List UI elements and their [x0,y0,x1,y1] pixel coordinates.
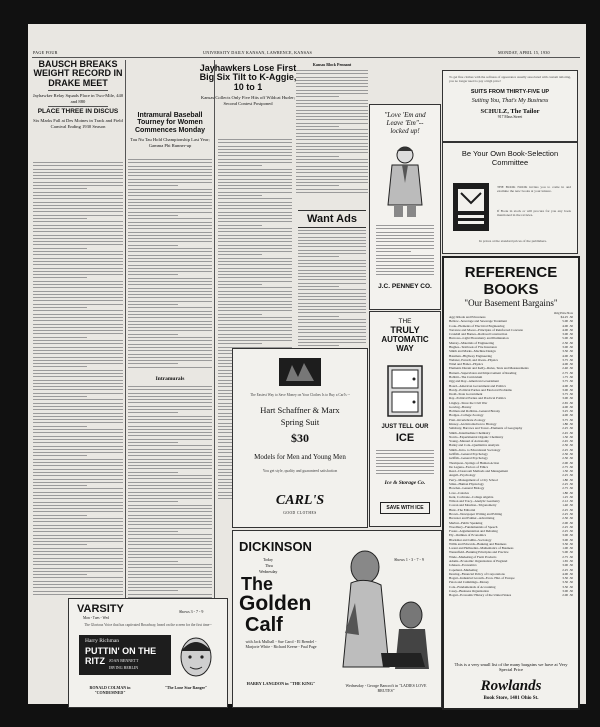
book-price: 2.12 .50 [562,499,573,504]
book-title: Burnett--Supervision and Improvement of Reading [449,370,517,375]
column-rule [214,60,215,600]
page-number: PAGE FOUR [33,50,58,55]
book-title: Murray--Materials of Engineering [449,340,495,345]
intramurals-label: Intramurals [155,376,185,382]
book-price: 1.65 .50 [562,559,573,564]
ice-line4: WAY [396,344,414,353]
varsity-costar: JOAN BENNETT [109,658,139,663]
book-price: 4.00 .50 [562,404,573,409]
book-title: Hodges--College Zoology [449,413,484,418]
book-title: Bogart--Industrial Growth--Econ. Hist. of Europe [449,576,515,581]
book-title: Holman and Robbins--General Botany [449,409,500,414]
hart-schaffner-logo [278,357,322,387]
book-title: Hunt--The Editorial [449,507,476,512]
book-nook-footer: In prices at the standard prices of the publishers. [479,239,547,243]
book-price: 1.80 .50 [562,477,573,482]
book-price: 4.00 .50 [562,323,573,328]
book-title: Smith and Marks--Machine Design [449,349,496,354]
penney-line1: "Love 'Em and [384,111,426,119]
penney-ad [369,104,441,310]
want-ads-text [298,230,366,349]
book-price: 2.25 .50 [562,447,573,452]
book-title: Adams--Economic Organization of England [449,559,508,564]
book-price: 3.50 .50 [562,576,573,581]
varsity-shows: Shows 3 - 7 - 9 [179,609,204,614]
book-nook-body2: If Book in stock or will procure for you any book mentioned in the reviews. [497,209,571,218]
book-price: 2.25 .50 [562,473,573,478]
dickinson-when1: Today [263,557,273,562]
book-title: Ray--Political Parties and Practical Politics [449,396,506,401]
book-price: 2.25 .50 [562,481,573,486]
book-title: Brown--Newspaper Writing and Editing [449,511,503,516]
penney-line3: locked up! [390,127,420,135]
book-title: Hughes--Textbook of Fire Insurance [449,344,498,349]
book-title: Webster, Purcell, and Owen--Physics [449,357,498,362]
book-price: 2.50 .50 [562,452,573,456]
reference-books-ad [442,256,580,710]
book-price: 2.45 .50 [562,439,573,444]
book-title: Cole--Fundamentals of Accounting [449,584,496,589]
book-price: 3.00 .50 [562,344,573,349]
book-price: 2.65 .50 [562,400,573,405]
hart-price: $30 [291,431,309,445]
varsity-ad [68,598,228,708]
book-title: Elements Durant and Kelly--Rules, Tests and Measurements [449,366,529,371]
book-title: Reed--Classroom Methods and Management [449,469,509,474]
bausch-subhead: PLACE THREE IN DISCUS [37,108,119,116]
book-price: 4.00 .50 [562,413,573,418]
hart-brand: Hart Schaffner & Marx [260,405,340,415]
bausch-deck: Jayhawker Relay Squads Place in Two-Mile, 440 and 880 [32,93,124,104]
varsity-theater: VARSITY [77,603,124,615]
bausch-headline: BAUSCH BREAKS WEIGHT RECORD IN DRAKE MEET [33,59,123,88]
carls-store-sub: GOOD CLOTHES [283,511,317,515]
bausch-story [32,60,124,129]
book-title: Crandall and Barnes--Railroad Construction [449,332,508,337]
book-price: 3.50 .50 [562,580,573,585]
book-title: Blackmar and Gillin--Sociology [449,537,492,542]
bausch-deck2: Six Marks Fall at Des Moines in Track and Field Carnival Ending 1930 Season [33,118,123,129]
book-title: Ogg and Ray--American Government [449,379,499,384]
book-price: 5.00 .50 [562,319,573,324]
book-title: Perry--Management of a City School [449,477,498,482]
book-title: Griffith--General Psychology [449,456,488,461]
book-title: Woodbury--Fundamentals of Speech [449,524,498,529]
hart-lead: The Easiest Way to Save Money on Your Clothes Is to Buy a Carl's -- [250,393,350,397]
book-title: Thompson--Springs of Human Action [449,460,500,465]
book-title: De Laguna--Factors of Ethics [449,464,489,469]
man-in-suit-illustration [380,143,430,218]
golden-calf-illustration [325,543,437,675]
book-price: 3.00 .50 [562,387,573,392]
schulz-headline: SUITS FROM THIRTY-FIVE UP [470,89,550,96]
book-price: 2.75 .50 [562,486,573,491]
star-portrait-illustration [173,635,219,679]
book-title: Copeland--Marketing [449,567,478,572]
divider [48,90,108,91]
book-title: Kinsey--An Introduction to Biology [449,422,497,427]
book-price: 2.00 .50 [562,460,573,465]
book-price: 1.75 .50 [562,374,573,379]
issue-date: MONDAY, APRIL 15, 1930 [498,50,550,55]
book-price: 4.00 .50 [562,362,573,367]
schulz-address: 917 Mass Street [497,115,523,120]
book-price: 4.00 .50 [562,353,573,358]
ice-line1: THE [398,318,412,325]
want-ads-header: Want Ads [298,210,366,228]
varsity-film: PUTTIN' ON THE RITZ [85,646,157,666]
book-price: 1.40 .50 [562,503,573,508]
column-rule [125,60,126,600]
book-title: Burrows--Light Photometry and Illumination [449,336,509,341]
book-title: Westerfield--Banking Principles and Practice [449,550,509,555]
hart-product: Spring Suit [280,417,320,427]
film-title-golden: Golden [239,592,312,615]
book-price: 3.00 .50 [562,589,573,593]
schulz-ad [442,70,578,142]
dickinson-shows: Shows 1 - 3 - 7 - 9 [394,557,424,562]
divider [48,106,108,107]
book-title: Kent, Cochrane--College Algebra [449,494,494,499]
book-price: 3.00 .50 [562,537,573,542]
book-price: 2.50 .50 [562,443,573,448]
book-title: Bobbitt--The Curriculum [449,374,483,379]
reference-books-list [449,315,573,598]
book-price: 2.00 .50 [562,593,573,598]
book-title: Gowing--Botany [449,404,472,409]
reference-books-title: REFERENCE BOOKS [464,264,558,298]
jayhawkers-headline: Jayhawkers Lose First Big Six Tilt to K-Aggie, 10 to 1 [199,63,297,92]
book-title: Pratt--Invertebrate Zoology [449,417,486,422]
dickinson-coming: HARRY LANGDON in "THE KING" [246,681,316,686]
book-title: Smith--Intermediate Chemistry [449,430,491,435]
hart-audience: Models for Men and Young Men [254,453,346,461]
schulz-tagline: Suiting You, That's My Business [471,98,549,105]
dickinson-ad [232,530,442,708]
book-title: Lingley--Since the Civil War [449,400,488,405]
penney-brand: J.C. PENNEY CO. [378,283,432,290]
newspaper-page [28,24,586,704]
book-price: 1.00 .50 [562,546,573,551]
book-title: Dodd--State Government [449,392,483,397]
book-title: Agg: Rhoda and Princeness [449,315,486,319]
book-price: 3.50 .50 [562,584,573,589]
varsity-star: Harry Richman [85,638,120,644]
book-title: Marbut--Public Speaking [449,520,483,525]
penney-line2: Leave 'Em"-- [386,119,424,127]
book-price: 1.80 .50 [562,422,573,427]
book-price: 5.00 .50 [562,550,573,555]
hart-guarantee: You get style, quality and guaranteed satisfaction [262,469,338,473]
varsity-composer: IRVING BERLIN [109,665,139,670]
book-title: Wilson and Tracy--Analytic Geometry [449,499,500,504]
book-price: 1.25 .50 [562,494,573,499]
ice-body-text [376,450,434,476]
book-price: 2.25 .50 [562,524,573,529]
book-title: Griffith--General Psychology [449,452,488,456]
book-price: 3.00 .50 [562,396,573,401]
book-title: Howden--General Biology [449,486,485,491]
baseball-body-text [128,159,212,370]
jayhawkers-story [198,64,298,106]
book-price: 2.25 .50 [562,567,573,572]
book-nook-title: Be Your Own Book-Selection Committee [461,149,559,167]
book-title: Young--Manual of Astronomy [449,439,489,444]
book-price: 2.25 .50 [562,426,573,431]
book-title: Casey--Business Organization [449,589,489,593]
book-price: 2.25 .50 [562,507,573,512]
book-title: Johnson--Economics [449,563,477,568]
ice-line6: ICE [395,432,415,444]
ice-company: Ice & Storage Co. [384,480,426,486]
box-score-table [296,70,368,195]
book-price: 3.00 .50 [562,332,573,337]
book-price: 4.00 .50 [562,571,573,576]
book-price: 2.25 .50 [562,529,573,534]
reference-books-subtitle: "Our Basement Bargains" [464,298,558,308]
book-title: Foster--Argumentation and Debating [449,529,498,534]
jayhawkers-deck: Kansas Collects Only Five Hits off Wildcat Hurler; Second Contest Postponed [200,95,296,106]
rowlands-logo: Rowlands [480,678,542,694]
book-price: 3.25 .50 [562,409,573,414]
dickinson-when3: Wednesday [259,569,278,574]
dickinson-theater: DICKINSON [239,539,312,554]
bausch-body-text [33,162,123,597]
book-price: 3.00 .50 [562,533,573,538]
book-title: Wiele--Marketing of Farm Products [449,554,497,559]
header-rule [32,57,580,58]
baseball-headline: Intramural Baseball Tourney for Women Commences Monday [134,112,206,134]
ice-line3: AUTOMATIC [381,335,429,344]
ice-line5: JUST TELL OUR [381,424,429,430]
book-title: Wind and Fisher--Physics [449,362,484,367]
book-nook-ad [442,142,578,254]
book-price: 2.50 .50 [562,516,573,521]
ice-footer: SAVE WITH ICE [380,502,430,514]
book-list-item [449,593,573,597]
book-title: Brewster and Palmer--Advertising [449,516,495,521]
ice-ad [369,311,441,527]
schulz-shop: SCHULZ, The Tailor [480,108,540,116]
book-nook-body: THE BOOK NOOK invites you to come in and examine the new books at your leisure. [497,185,571,194]
book-price: 2.75 .50 [562,370,573,375]
film-title-the: The [241,574,274,594]
ice-line2: TRULY [390,325,420,335]
book-title: Hardy--Political Parties and Electoral Problems [449,387,512,392]
book-title: Ely--Outlines of Economics [449,533,486,538]
varsity-coming2: "The Lone Star Ranger" [164,685,208,690]
book-title: Smith--Intro. to Educational Sociology [449,447,501,452]
hart-schaffner-ad [232,348,368,528]
book-title: Paton and Cummings--Money [449,580,489,585]
book-title: Salisbury, Barrows and Tower--Elements of Geography [449,426,523,431]
book-title: Stiles--Human Physiology [449,481,484,486]
book-title: Dewing--Financial Policy of Corporations [449,571,505,576]
book-emblem-icon [451,181,491,233]
book-price: 1.50 .50 [562,469,573,474]
book-price: 3.75 .50 [562,357,573,362]
book-price: 4.00 .50 [562,383,573,388]
book-price: 2.50 .50 [562,456,573,461]
book-price: 2.40 .50 [562,366,573,371]
box-score-title: Kansas Block Pennant [312,62,352,67]
book-price: 2.45 .50 [562,430,573,435]
varsity-blurb: The Glorious Voice that has captivated Broadway, heard on the screen for the first time-- [84,623,212,627]
book-title: Board--American Government and Politics [449,383,506,388]
varsity-coming1: RONALD COLMAN in "CONDEMNED" [89,685,131,695]
book-price: 1.50 .50 [562,434,573,439]
reference-books-note: This is a very small list of the many bargains we have at Very Special Price [454,662,568,672]
book-price: 2.75 .50 [562,464,573,469]
book-price: $4.25 .50 [560,315,573,319]
book-price: 1.80 .50 [562,490,573,495]
dickinson-when2: Thru [265,563,273,568]
rowlands-address: Book Store, 1401 Ohio St. [483,696,539,701]
book-title: Bogart--Economic History of the United States [449,593,512,598]
book-price: 2.25 .50 [562,511,573,516]
film-title-calf: Calf [245,614,283,636]
baseball-deck: Tau Nu Tau Hold Championship Last Year; Gamma Phi Runner-up [130,137,210,148]
dickinson-cast: with Jack Mulhall - Sue Carol - El Brendel - Marjorie White - Richard Keene - Paul Page [245,639,317,649]
penney-body-text [376,225,434,278]
book-price: 3.75 .50 [562,417,573,422]
book-title: Willis and Edwards--Banking and Business [449,541,507,546]
intramurals-body-text [128,386,212,604]
book-title: Cowan and Moulton--Trigonometry [449,503,497,508]
book-title: Bailey and Cole--Qualitative Analysis [449,443,500,448]
varsity-film-banner [79,635,171,675]
book-price: 5.00 .50 [562,336,573,341]
book-title: Bellow--Sewerage and Sewerage Treatment [449,319,507,324]
dickinson-next: Wednesday - George Bancroft in "LADIES LOVE BRUTES" [345,683,427,693]
schulz-intro: To get fine clothes with the softness of appearance usually associated with custom tailoring, you no longer need to pay a high price! [449,75,571,84]
masthead: UNIVERSITY DAILY KANSAN, LAWRENCE, KANSAS [203,50,313,55]
ice-box-illustration [386,364,424,418]
carls-store: CARL'S [275,493,325,508]
book-price: 4.00 .50 [562,327,573,332]
book-price: 3.50 .50 [562,349,573,354]
book-price: 3.00 .50 [562,563,573,568]
varsity-days: Mon - Tues - Wed [83,616,110,620]
book-title: Bateman--Highway Engineering [449,353,492,358]
book-price: 2.75 .50 [562,554,573,559]
book-title: Torrance and Moore--Principles of Reinforced Concrete [449,327,524,332]
book-title: Angell--Psychology [449,473,476,478]
price-column-header: Orig Price Now [554,311,573,315]
book-price: 3.75 .50 [562,392,573,397]
book-title: Lorent and Hellweiler--Mathematics of Business [449,546,514,551]
book-title: Cook--Elements of Electrical Engineering [449,323,505,328]
book-price: 3.50 .50 [562,541,573,546]
book-price: 3.75 .50 [562,379,573,384]
baseball-story [128,112,212,148]
book-price: 2.00 .50 [562,520,573,525]
book-price: 2.50 .50 [562,340,573,345]
book-title: Love--Calories [449,490,469,495]
book-title: Norris--Experimental Organic Chemistry [449,434,504,439]
